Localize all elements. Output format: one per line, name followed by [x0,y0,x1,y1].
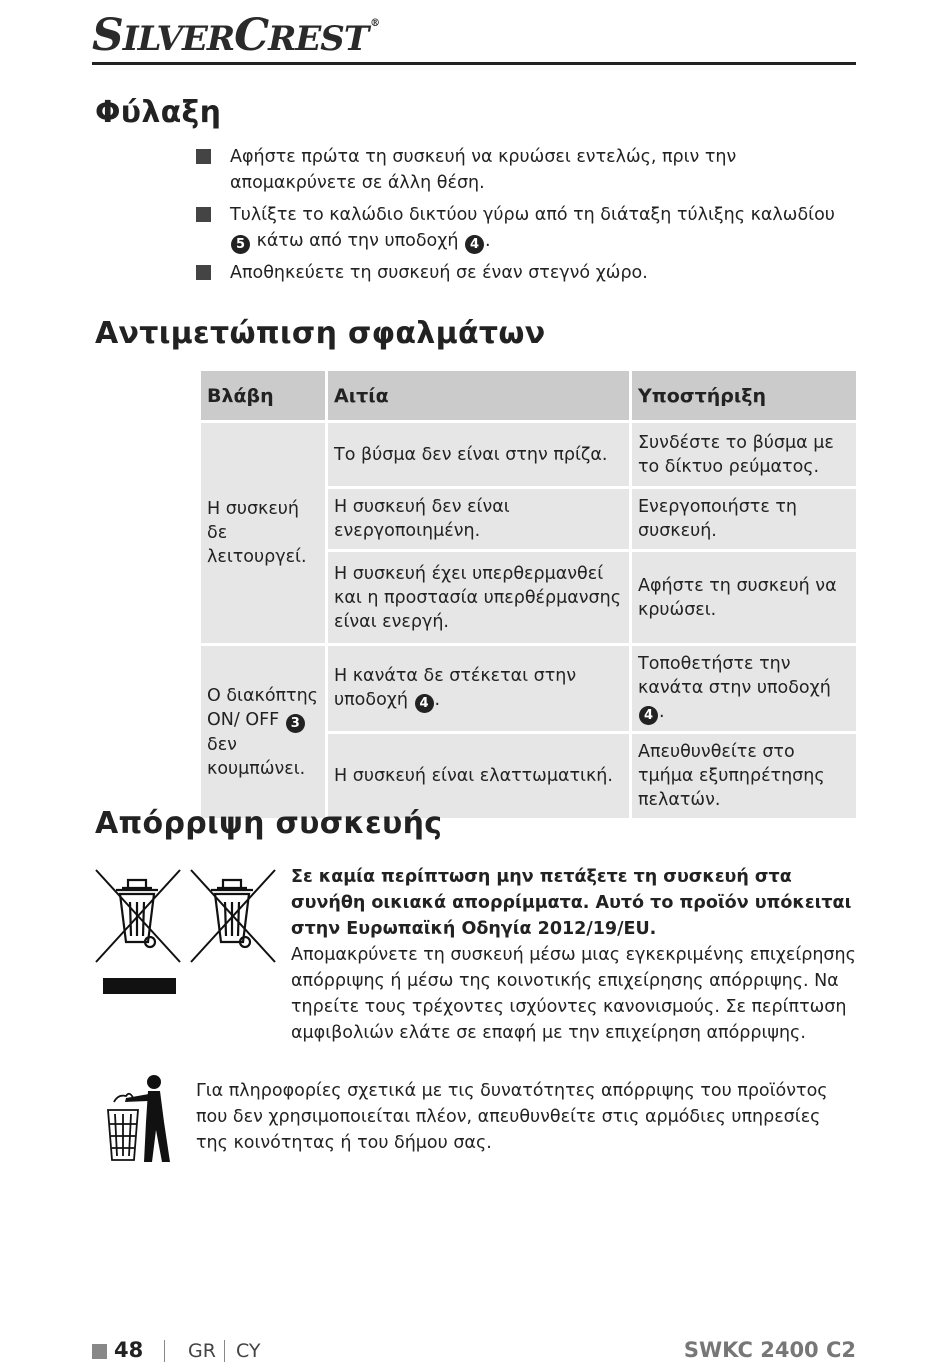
remedy-cell: Απευθυνθείτε στο τμήμα εξυπηρέτησης πελατών. [631,733,858,820]
cause-cell: Το βύσμα δεν είναι στην πρίζα. [327,422,631,488]
column-header-cause: Αιτία [327,370,631,422]
remedy-cell: Συνδέστε το βύσμα με το δίκτυο ρεύματος. [631,422,858,488]
storage-heading: Φύλαξη [95,95,222,130]
language-code: GR [188,1340,216,1362]
reference-number: 3 [286,714,305,733]
reference-number: 5 [231,235,250,254]
weee-bar [103,978,176,994]
cause-cell: Η συσκευή είναι ελαττωματική. [327,733,631,820]
table-row [200,645,858,733]
disposal-warning: Σε καμία περίπτωση μην πετάξετε τη συσκευή στα συνήθη οικιακά απορρίμματα. Αυτό το προϊόν υπόκειται στην Ευρωπαϊκή Οδηγία 2012/19/EU. [291,867,852,939]
cause-cell: Η συσκευή δεν είναι ενεργοποιημένη. [327,488,631,551]
cause-cell: Η συσκευή έχει υπερθερμανθεί και η προστασία υπερθέρμανσης είναι ενεργή. [327,551,631,645]
fault-cell: Ο διακόπτης ON/ OFF 3 δεν κουμπώνει. [200,645,327,820]
square-bullet-icon [92,1344,107,1359]
page-number: 48 [114,1338,144,1362]
troubleshooting-heading: Αντιμετώπιση σφαλμάτων [95,316,546,351]
table-header-row [200,370,858,422]
reference-number: 4 [465,235,484,254]
page-footer [92,1338,856,1368]
brand-logo: SILVERCREST ® [92,10,380,61]
header-rule [92,62,856,65]
remedy-cell: Τοποθετήστε την κανάτα στην υποδοχή 4 . [631,645,858,733]
reference-number: 4 [415,694,434,713]
cause-cell: Η κανάτα δε στέκεται στην υποδοχή 4 . [327,645,631,733]
square-bullet-icon [196,149,211,164]
language-code: CY [236,1340,261,1362]
tidyman-icon [104,1074,176,1164]
square-bullet-icon [196,265,211,280]
remedy-cell: Αφήστε τη συσκευή να κρυώσει. [631,551,858,645]
list-item: Τυλίξτε το καλώδιο δικτύου γύρω από τη διάταξη τύλιξης καλωδίου 5 κάτω από την υποδοχή 4 . [196,202,856,254]
square-bullet-icon [196,207,211,222]
divider [164,1340,165,1362]
crossed-bin-icon [94,866,279,996]
divider [224,1340,225,1362]
troubleshooting-table [198,368,859,821]
disposal-info-text: Για πληροφορίες σχετικά με τις δυνατότητες απόρριψης του προϊόντος που δεν χρησιμοποιείται πλέον, απευθυνθείτε στις αρμόδιες υπηρεσίες της κοινότητας ή του δήμου σας. [196,1081,828,1153]
table-row [200,422,858,488]
disposal-text: Απομακρύνετε τη συσκευή μέσω μιας εγκεκριμένης επιχείρησης απόρριψης ή μέσω της κοινοτικής επιχείρησης απόρριψης. Να τηρείτε τους τρέχοντες ισχύοντες κανονισμούς. Σε περίπτωση αμφιβολιών ελάτε σε επαφή με την επιχείρηση απόρριψης. [291,945,856,1043]
model-number: SWKC 2400 C2 [683,1338,856,1362]
list-item: Αποθηκεύετε τη συσκευή σε έναν στεγνό χώρο. [196,260,856,286]
list-item: Αφήστε πρώτα τη συσκευή να κρυώσει εντελώς, πριν την απομακρύνετε σε άλλη θέση. [196,144,856,196]
fault-cell: Η συσκευή δε λειτουργεί. [200,422,327,645]
column-header-fault: Βλάβη [200,370,327,422]
column-header-remedy: Υποστήριξη [631,370,858,422]
reference-number: 4 [639,706,658,725]
disposal-heading: Απόρριψη συσκευής [95,806,443,841]
storage-list [196,144,856,292]
remedy-cell: Ενεργοποιήστε τη συσκευή. [631,488,858,551]
